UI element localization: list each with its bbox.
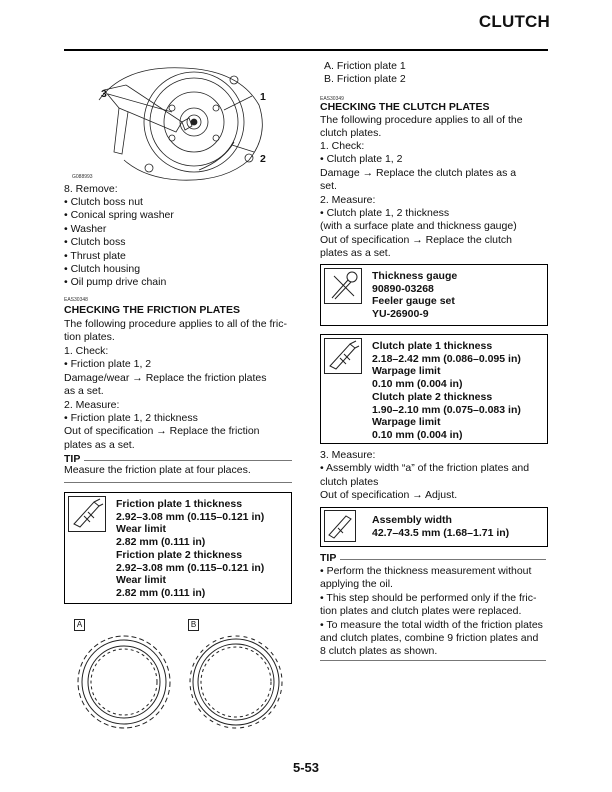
callout-1: 1 — [260, 91, 266, 103]
step-line: clutch plates — [320, 475, 379, 488]
spec-line: 0.10 mm (0.004 in) — [372, 428, 463, 441]
intro-line: The following procedure applies to all of the — [320, 114, 523, 126]
tool-line: YU-26900-9 — [372, 308, 429, 321]
step-line: • Friction plate 1, 2 — [64, 358, 152, 371]
step-line: Out of specification → Replace the friction — [64, 425, 260, 438]
tip-label: TIP — [320, 552, 337, 564]
assembly-box-text — [372, 514, 509, 539]
tip-label: TIP — [64, 453, 81, 465]
figure-code: G088993 — [72, 174, 93, 180]
step-line: 2. Measure: — [320, 193, 376, 206]
step-line: • Assembly width “a” of the friction plates and — [320, 462, 530, 475]
step-line: plates as a set. — [64, 438, 135, 451]
page-title: CLUTCH — [478, 12, 550, 31]
plate-label-a: A — [74, 619, 85, 631]
plate-label-b: B — [188, 619, 199, 631]
figure-legend — [324, 60, 406, 87]
tip-rule — [84, 460, 292, 461]
tool-line: Feeler gauge set — [372, 295, 455, 308]
header-rule — [64, 49, 548, 51]
assembly-line: Assembly width — [372, 514, 452, 526]
procedure-steps — [64, 345, 267, 452]
step-line: set. — [320, 180, 337, 193]
tip-list — [320, 565, 543, 659]
tip-line: • This step should be performed only if the fric- — [320, 591, 537, 604]
caliper-icon — [68, 496, 106, 532]
list-item: • Clutch boss — [64, 236, 126, 249]
spec-line: 2.82 mm (0.111 in) — [116, 536, 206, 549]
assembly-line: 42.7–43.5 mm (1.68–1.71 in) — [372, 526, 510, 539]
section-heading: CHECKING THE FRICTION PLATES — [64, 304, 240, 316]
legend-item: B. Friction plate 2 — [324, 73, 406, 86]
intro-line: clutch plates. — [320, 127, 382, 140]
step-line: Damage → Replace the clutch plates as a — [320, 166, 517, 179]
spec-line: Clutch plate 1 thickness — [372, 340, 493, 352]
remove-list — [64, 196, 174, 290]
friction-plate-b-illustration — [186, 632, 286, 732]
intro-line: The following procedure applies to all of the fric- — [64, 318, 287, 330]
list-item: • Thrust plate — [64, 249, 126, 262]
spec-line: 2.92–3.08 mm (0.115–0.121 in) — [116, 561, 265, 574]
tip-line: tion plates and clutch plates were replaced. — [320, 605, 522, 618]
list-item: • Clutch boss nut — [64, 196, 143, 208]
caliper-icon — [324, 510, 356, 542]
list-item: • Clutch housing — [64, 263, 141, 276]
friction-plate-a-illustration — [74, 632, 174, 732]
list-item: • Conical spring washer — [64, 209, 174, 222]
page-number: 5-53 — [292, 760, 320, 775]
caliper-icon — [324, 338, 362, 374]
step-line: Out of specification → Adjust. — [320, 489, 458, 502]
tip-text: Measure the friction plate at four places. — [64, 464, 251, 476]
callout-2: 2 — [260, 153, 266, 165]
section-intro — [64, 318, 287, 345]
spec-line: Friction plate 2 thickness — [116, 548, 243, 561]
step-line: Out of specification → Replace the clutch — [320, 233, 513, 246]
procedure-steps — [320, 140, 517, 261]
tip-end-rule — [64, 482, 292, 483]
spec-line: Friction plate 1 thickness — [116, 498, 243, 510]
spec-line: 2.82 mm (0.111 in) — [116, 586, 206, 599]
eas-code: EAS30349 — [320, 96, 344, 102]
spec-line: Clutch plate 2 thickness — [372, 390, 493, 403]
tool-line: Thickness gauge — [372, 270, 458, 282]
clutch-spec-text — [372, 340, 521, 442]
intro-line: tion plates. — [64, 331, 115, 344]
tool-line: 90890-03268 — [372, 282, 434, 295]
wrench-tool-icon — [324, 268, 362, 304]
step-line: 2. Measure: — [64, 398, 120, 411]
measure-steps — [320, 449, 529, 503]
step-line: 1. Check: — [64, 345, 109, 357]
legend-item: A. Friction plate 1 — [324, 60, 406, 72]
list-item: • Oil pump drive chain — [64, 276, 167, 289]
spec-line: Warpage limit — [372, 365, 441, 378]
tip-line: and clutch plates, combine 9 friction plates and — [320, 632, 539, 645]
eas-code: EAS30348 — [64, 297, 88, 303]
tool-box-text — [372, 270, 457, 321]
step-line: as a set. — [64, 385, 104, 398]
spec-line: 1.90–2.10 mm (0.075–0.083 in) — [372, 403, 521, 416]
spec-line: 2.18–2.42 mm (0.086–0.095 in) — [372, 352, 521, 365]
clutch-removal-illustration — [64, 60, 294, 185]
spec-line: 2.92–3.08 mm (0.115–0.121 in) — [116, 510, 265, 523]
tip-line: 8 clutch plates as shown. — [320, 645, 438, 658]
step-line: 3. Measure: — [320, 449, 376, 461]
remove-title: 8. Remove: — [64, 183, 118, 195]
tip-end-rule — [320, 660, 546, 661]
spec-line: Wear limit — [116, 574, 166, 587]
step-line: plates as a set. — [320, 247, 391, 260]
step-line: • Clutch plate 1, 2 — [320, 153, 403, 166]
friction-spec-text — [116, 498, 264, 600]
step-line: (with a surface plate and thickness gauge) — [320, 220, 517, 233]
tip-line: applying the oil. — [320, 578, 393, 591]
step-line: Damage/wear → Replace the friction plates — [64, 371, 267, 384]
section-heading: CHECKING THE CLUTCH PLATES — [320, 101, 490, 113]
spec-line: Warpage limit — [372, 416, 441, 429]
tip-line: • Perform the thickness measurement without — [320, 565, 532, 577]
spec-line: 0.10 mm (0.004 in) — [372, 378, 463, 391]
section-intro — [320, 114, 523, 141]
step-line: • Clutch plate 1, 2 thickness — [320, 207, 450, 220]
list-item: • Washer — [64, 222, 107, 235]
spec-line: Wear limit — [116, 523, 166, 536]
tip-line: • To measure the total width of the friction plates — [320, 618, 543, 631]
tip-rule — [340, 559, 546, 560]
step-line: 1. Check: — [320, 140, 365, 152]
callout-3: 3 — [101, 88, 107, 100]
step-line: • Friction plate 1, 2 thickness — [64, 412, 198, 425]
